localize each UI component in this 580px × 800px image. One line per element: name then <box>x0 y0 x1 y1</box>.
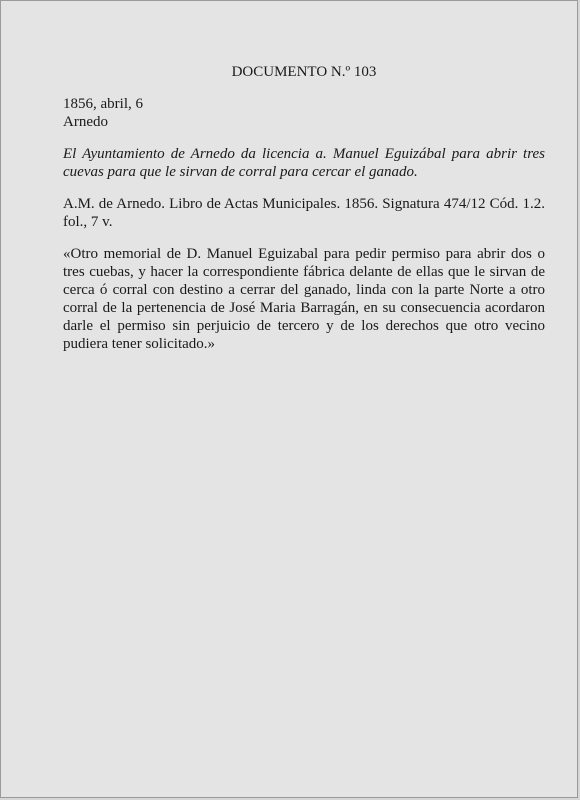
document-content <box>63 63 545 353</box>
document-place: Arnedo <box>63 114 108 130</box>
document-summary: El Ayuntamiento de Arnedo da licencia a. Manuel Eguizábal para abrir tres cuevas para que le sirvan de corral para cercar el ganado. <box>63 146 545 180</box>
document-source: A.M. de Arnedo. Libro de Actas Municipales. 1856. Signatura 474/12 Cód. 1.2. fol., 7 v. <box>63 196 545 230</box>
document-date: 1856, abril, 6 <box>63 96 143 112</box>
document-title: DOCUMENTO N.º 103 <box>231 64 377 80</box>
document-transcription: «Otro memorial de D. Manuel Eguizabal para pedir permiso para abrir dos o tres cuebas, y hacer la correspondiente fábrica delante de ellas que le sirvan de cerca ó corral con destino a cerrar del ganado, linda con la parte Norte a otro corral de la pertenencia de José Maria Barragán, en su consecuencia acordaron darle el permiso sin perjuicio de tercero y de los derechos que otro vecino pudiera tener solicitado.» <box>63 246 545 352</box>
document-meta <box>63 95 545 131</box>
